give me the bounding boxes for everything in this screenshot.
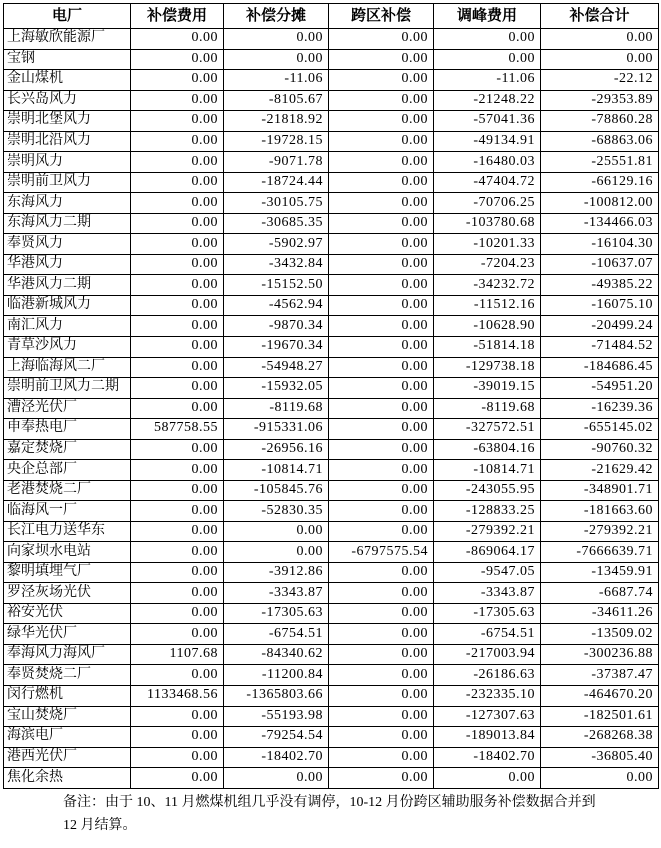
value-cell: -63804.16 <box>434 439 541 460</box>
value-cell: 0.00 <box>131 90 224 111</box>
value-cell: 0.00 <box>131 583 224 604</box>
value-cell: 0.00 <box>131 562 224 583</box>
value-cell: 0.00 <box>329 213 434 234</box>
plant-name-cell: 奉贤焚烧二厂 <box>4 665 131 686</box>
plant-name-cell: 宝山焚烧厂 <box>4 706 131 727</box>
value-cell: 0.00 <box>329 49 434 70</box>
value-cell: -30685.35 <box>224 213 329 234</box>
plant-name-cell: 老港焚烧二厂 <box>4 480 131 501</box>
value-cell: -655145.02 <box>541 419 659 440</box>
value-cell: -39019.15 <box>434 378 541 399</box>
table-row <box>4 747 659 768</box>
value-cell: -36805.40 <box>541 747 659 768</box>
value-cell: -57041.36 <box>434 111 541 132</box>
value-cell: -11.06 <box>224 70 329 91</box>
value-cell: 0.00 <box>131 460 224 481</box>
table-row <box>4 29 659 50</box>
value-cell: 0.00 <box>329 357 434 378</box>
value-cell: 0.00 <box>131 768 224 789</box>
value-cell: -17305.63 <box>224 603 329 624</box>
value-cell: -8119.68 <box>434 398 541 419</box>
value-cell: -8105.67 <box>224 90 329 111</box>
value-cell: -134466.03 <box>541 213 659 234</box>
value-cell: 0.00 <box>329 583 434 604</box>
value-cell: 0.00 <box>131 378 224 399</box>
value-cell: 0.00 <box>329 131 434 152</box>
value-cell: -18402.70 <box>434 747 541 768</box>
plant-name-cell: 焦化余热 <box>4 768 131 789</box>
value-cell: -189013.84 <box>434 727 541 748</box>
value-cell: 0.00 <box>224 29 329 50</box>
value-cell: 0.00 <box>329 686 434 707</box>
table-row <box>4 70 659 91</box>
value-cell: -10814.71 <box>434 460 541 481</box>
value-cell: -16104.30 <box>541 234 659 255</box>
value-cell: -21818.92 <box>224 111 329 132</box>
plant-name-cell: 崇明北沿风力 <box>4 131 131 152</box>
value-cell: -19670.34 <box>224 336 329 357</box>
footnote-note: 备注：由于 10、11 月燃煤机组几乎没有调停，10-12 月份跨区辅助服务补偿数据合并到 12 月结算。 <box>63 795 596 833</box>
value-cell: -78860.28 <box>541 111 659 132</box>
plant-name-cell: 临港新城风力 <box>4 295 131 316</box>
value-cell: 0.00 <box>224 521 329 542</box>
value-cell: 0.00 <box>329 768 434 789</box>
value-cell: 0.00 <box>329 336 434 357</box>
value-cell: 0.00 <box>329 316 434 337</box>
column-header-2: 补偿费用 <box>131 4 224 29</box>
value-cell: -71484.52 <box>541 336 659 357</box>
table-row <box>4 398 659 419</box>
value-cell: 0.00 <box>329 706 434 727</box>
table-row <box>4 460 659 481</box>
plant-name-cell: 华港风力二期 <box>4 275 131 296</box>
value-cell: -268268.38 <box>541 727 659 748</box>
value-cell: 0.00 <box>329 70 434 91</box>
value-cell: 0.00 <box>329 603 434 624</box>
value-cell: -17305.63 <box>434 603 541 624</box>
value-cell: -11.06 <box>434 70 541 91</box>
table-row <box>4 562 659 583</box>
value-cell: 0.00 <box>329 624 434 645</box>
value-cell: -51814.18 <box>434 336 541 357</box>
table-row <box>4 152 659 173</box>
table-row <box>4 727 659 748</box>
compensation-table <box>3 3 659 789</box>
value-cell: -15152.50 <box>224 275 329 296</box>
value-cell: -16480.03 <box>434 152 541 173</box>
plant-name-cell: 奉贤风力 <box>4 234 131 255</box>
value-cell: 0.00 <box>131 152 224 173</box>
value-cell: 0.00 <box>329 439 434 460</box>
value-cell: -9071.78 <box>224 152 329 173</box>
table-row <box>4 768 659 789</box>
value-cell: -8119.68 <box>224 398 329 419</box>
plant-name-cell: 裕安光伏 <box>4 603 131 624</box>
value-cell: -11512.16 <box>434 295 541 316</box>
value-cell: 0.00 <box>224 542 329 563</box>
column-header-4: 跨区补偿 <box>329 4 434 29</box>
value-cell: -21629.42 <box>541 460 659 481</box>
value-cell: -47404.72 <box>434 172 541 193</box>
plant-name-cell: 绿华光伏厂 <box>4 624 131 645</box>
value-cell: -20499.24 <box>541 316 659 337</box>
table-row <box>4 686 659 707</box>
value-cell: -49134.91 <box>434 131 541 152</box>
plant-name-cell: 申奉热电厂 <box>4 419 131 440</box>
value-cell: -15932.05 <box>224 378 329 399</box>
value-cell: -6754.51 <box>224 624 329 645</box>
value-cell: 0.00 <box>131 193 224 214</box>
value-cell: 0.00 <box>131 480 224 501</box>
value-cell: -66129.16 <box>541 172 659 193</box>
value-cell: -3912.86 <box>224 562 329 583</box>
value-cell: 0.00 <box>329 521 434 542</box>
table-row <box>4 357 659 378</box>
value-cell: -54948.27 <box>224 357 329 378</box>
value-cell: -55193.98 <box>224 706 329 727</box>
value-cell: -84340.62 <box>224 644 329 665</box>
value-cell: 0.00 <box>131 706 224 727</box>
value-cell: 0.00 <box>131 336 224 357</box>
table-header-row <box>4 4 659 29</box>
table-row <box>4 603 659 624</box>
value-cell: 1133468.56 <box>131 686 224 707</box>
table-row <box>4 90 659 111</box>
table-row <box>4 295 659 316</box>
value-cell: 0.00 <box>329 29 434 50</box>
table-row <box>4 378 659 399</box>
value-cell: 0.00 <box>131 727 224 748</box>
value-cell: 0.00 <box>131 70 224 91</box>
value-cell: 0.00 <box>224 49 329 70</box>
plant-name-cell: 奉海风力海风厂 <box>4 644 131 665</box>
plant-name-cell: 上海临海风二厂 <box>4 357 131 378</box>
value-cell: -10637.07 <box>541 254 659 275</box>
value-cell: -18402.70 <box>224 747 329 768</box>
value-cell: 0.00 <box>131 316 224 337</box>
plant-name-cell: 宝钢 <box>4 49 131 70</box>
value-cell: 0.00 <box>131 665 224 686</box>
value-cell: -18724.44 <box>224 172 329 193</box>
plant-name-cell: 崇明前卫风力二期 <box>4 378 131 399</box>
table-row <box>4 111 659 132</box>
value-cell: 0.00 <box>131 111 224 132</box>
column-header-1: 电厂 <box>4 4 131 29</box>
value-cell: -54951.20 <box>541 378 659 399</box>
value-cell: 0.00 <box>131 172 224 193</box>
value-cell: 0.00 <box>131 398 224 419</box>
plant-name-cell: 东海风力 <box>4 193 131 214</box>
value-cell: -10814.71 <box>224 460 329 481</box>
value-cell: -30105.75 <box>224 193 329 214</box>
value-cell: -464670.20 <box>541 686 659 707</box>
plant-name-cell: 海滨电厂 <box>4 727 131 748</box>
value-cell: -6687.74 <box>541 583 659 604</box>
value-cell: 0.00 <box>329 254 434 275</box>
table-row <box>4 131 659 152</box>
plant-name-cell: 罗泾灰场光伏 <box>4 583 131 604</box>
value-cell: -4562.94 <box>224 295 329 316</box>
value-cell: 0.00 <box>131 603 224 624</box>
value-cell: 0.00 <box>131 439 224 460</box>
plant-name-cell: 临海风一厂 <box>4 501 131 522</box>
value-cell: -915331.06 <box>224 419 329 440</box>
value-cell: -232335.10 <box>434 686 541 707</box>
table-row <box>4 419 659 440</box>
column-header-3: 补偿分摊 <box>224 4 329 29</box>
value-cell: -9870.34 <box>224 316 329 337</box>
value-cell: 0.00 <box>329 90 434 111</box>
table-row <box>4 316 659 337</box>
value-cell: 0.00 <box>434 768 541 789</box>
value-cell: -182501.61 <box>541 706 659 727</box>
value-cell: 0.00 <box>131 131 224 152</box>
value-cell: 0.00 <box>131 624 224 645</box>
plant-name-cell: 华港风力 <box>4 254 131 275</box>
value-cell: 0.00 <box>541 49 659 70</box>
plant-name-cell: 向家坝水电站 <box>4 542 131 563</box>
table-row <box>4 706 659 727</box>
value-cell: -100812.00 <box>541 193 659 214</box>
plant-name-cell: 央企总部厂 <box>4 460 131 481</box>
value-cell: -129738.18 <box>434 357 541 378</box>
value-cell: 0.00 <box>329 193 434 214</box>
value-cell: -181663.60 <box>541 501 659 522</box>
value-cell: -127307.63 <box>434 706 541 727</box>
value-cell: 0.00 <box>329 378 434 399</box>
plant-name-cell: 长兴岛风力 <box>4 90 131 111</box>
plant-name-cell: 东海风力二期 <box>4 213 131 234</box>
value-cell: -34611.26 <box>541 603 659 624</box>
value-cell: 0.00 <box>541 29 659 50</box>
plant-name-cell: 上海敏欣能源厂 <box>4 29 131 50</box>
table-row <box>4 542 659 563</box>
value-cell: -22.12 <box>541 70 659 91</box>
value-cell: -21248.22 <box>434 90 541 111</box>
value-cell: 0.00 <box>131 747 224 768</box>
value-cell: -348901.71 <box>541 480 659 501</box>
value-cell: 0.00 <box>329 419 434 440</box>
value-cell: 0.00 <box>329 727 434 748</box>
value-cell: 0.00 <box>434 29 541 50</box>
value-cell: -6754.51 <box>434 624 541 645</box>
value-cell: 0.00 <box>329 665 434 686</box>
value-cell: -26956.16 <box>224 439 329 460</box>
value-cell: -16075.10 <box>541 295 659 316</box>
value-cell: 0.00 <box>131 234 224 255</box>
table-row <box>4 336 659 357</box>
value-cell: 0.00 <box>434 49 541 70</box>
table-row <box>4 275 659 296</box>
value-cell: -9547.05 <box>434 562 541 583</box>
value-cell: 0.00 <box>329 275 434 296</box>
value-cell: -869064.17 <box>434 542 541 563</box>
value-cell: 0.00 <box>131 295 224 316</box>
value-cell: -243055.95 <box>434 480 541 501</box>
value-cell: 0.00 <box>329 234 434 255</box>
value-cell: -3343.87 <box>434 583 541 604</box>
value-cell: -103780.68 <box>434 213 541 234</box>
table-row <box>4 624 659 645</box>
value-cell: 0.00 <box>131 521 224 542</box>
table-row <box>4 501 659 522</box>
table-row <box>4 213 659 234</box>
value-cell: 0.00 <box>329 152 434 173</box>
value-cell: 0.00 <box>329 644 434 665</box>
value-cell: -49385.22 <box>541 275 659 296</box>
value-cell: 0.00 <box>131 542 224 563</box>
plant-name-cell: 崇明北堡风力 <box>4 111 131 132</box>
table-row <box>4 521 659 542</box>
value-cell: -68863.06 <box>541 131 659 152</box>
table-row <box>4 49 659 70</box>
value-cell: -37387.47 <box>541 665 659 686</box>
table-row <box>4 234 659 255</box>
value-cell: -279392.21 <box>434 521 541 542</box>
value-cell: -279392.21 <box>541 521 659 542</box>
plant-name-cell: 长江电力送华东 <box>4 521 131 542</box>
value-cell: -29353.89 <box>541 90 659 111</box>
value-cell: -11200.84 <box>224 665 329 686</box>
value-cell: 0.00 <box>329 172 434 193</box>
plant-name-cell: 黎明填埋气厂 <box>4 562 131 583</box>
value-cell: 0.00 <box>131 49 224 70</box>
plant-name-cell: 崇明前卫风力 <box>4 172 131 193</box>
value-cell: -13459.91 <box>541 562 659 583</box>
value-cell: -128833.25 <box>434 501 541 522</box>
value-cell: -13509.02 <box>541 624 659 645</box>
value-cell: -184686.45 <box>541 357 659 378</box>
value-cell: -10628.90 <box>434 316 541 337</box>
value-cell: 0.00 <box>329 562 434 583</box>
value-cell: -3343.87 <box>224 583 329 604</box>
table-row <box>4 172 659 193</box>
table-row <box>4 644 659 665</box>
plant-name-cell: 港西光伏厂 <box>4 747 131 768</box>
plant-name-cell: 漕泾光伏厂 <box>4 398 131 419</box>
value-cell: -70706.25 <box>434 193 541 214</box>
value-cell: -25551.81 <box>541 152 659 173</box>
value-cell: -217003.94 <box>434 644 541 665</box>
value-cell: 0.00 <box>329 295 434 316</box>
value-cell: -10201.33 <box>434 234 541 255</box>
value-cell: 0.00 <box>131 501 224 522</box>
value-cell: -90760.32 <box>541 439 659 460</box>
value-cell: 0.00 <box>224 768 329 789</box>
value-cell: 1107.68 <box>131 644 224 665</box>
plant-name-cell: 闵行燃机 <box>4 686 131 707</box>
value-cell: -16239.36 <box>541 398 659 419</box>
plant-name-cell: 南汇风力 <box>4 316 131 337</box>
value-cell: 0.00 <box>329 480 434 501</box>
value-cell: 0.00 <box>131 254 224 275</box>
table-row <box>4 193 659 214</box>
plant-name-cell: 金山煤机 <box>4 70 131 91</box>
value-cell: 0.00 <box>131 275 224 296</box>
plant-name-cell: 嘉定焚烧厂 <box>4 439 131 460</box>
value-cell: 0.00 <box>329 460 434 481</box>
value-cell: 0.00 <box>329 747 434 768</box>
value-cell: -6797575.54 <box>329 542 434 563</box>
value-cell: 0.00 <box>131 357 224 378</box>
value-cell: 0.00 <box>329 501 434 522</box>
value-cell: -79254.54 <box>224 727 329 748</box>
table-row <box>4 439 659 460</box>
column-header-6: 补偿合计 <box>541 4 659 29</box>
value-cell: -5902.97 <box>224 234 329 255</box>
value-cell: -3432.84 <box>224 254 329 275</box>
table-row <box>4 583 659 604</box>
table-row <box>4 480 659 501</box>
value-cell: -327572.51 <box>434 419 541 440</box>
value-cell: -105845.76 <box>224 480 329 501</box>
value-cell: -26186.63 <box>434 665 541 686</box>
plant-name-cell: 崇明风力 <box>4 152 131 173</box>
plant-name-cell: 青草沙风力 <box>4 336 131 357</box>
value-cell: 0.00 <box>131 213 224 234</box>
value-cell: -52830.35 <box>224 501 329 522</box>
value-cell: -1365803.66 <box>224 686 329 707</box>
value-cell: 0.00 <box>131 29 224 50</box>
value-cell: 0.00 <box>329 398 434 419</box>
value-cell: 0.00 <box>329 111 434 132</box>
table-row <box>4 665 659 686</box>
value-cell: -7204.23 <box>434 254 541 275</box>
value-cell: -34232.72 <box>434 275 541 296</box>
value-cell: -300236.88 <box>541 644 659 665</box>
value-cell: 0.00 <box>541 768 659 789</box>
column-header-5: 调峰费用 <box>434 4 541 29</box>
table-row <box>4 254 659 275</box>
value-cell: -19728.15 <box>224 131 329 152</box>
value-cell: 587758.55 <box>131 419 224 440</box>
value-cell: -7666639.71 <box>541 542 659 563</box>
